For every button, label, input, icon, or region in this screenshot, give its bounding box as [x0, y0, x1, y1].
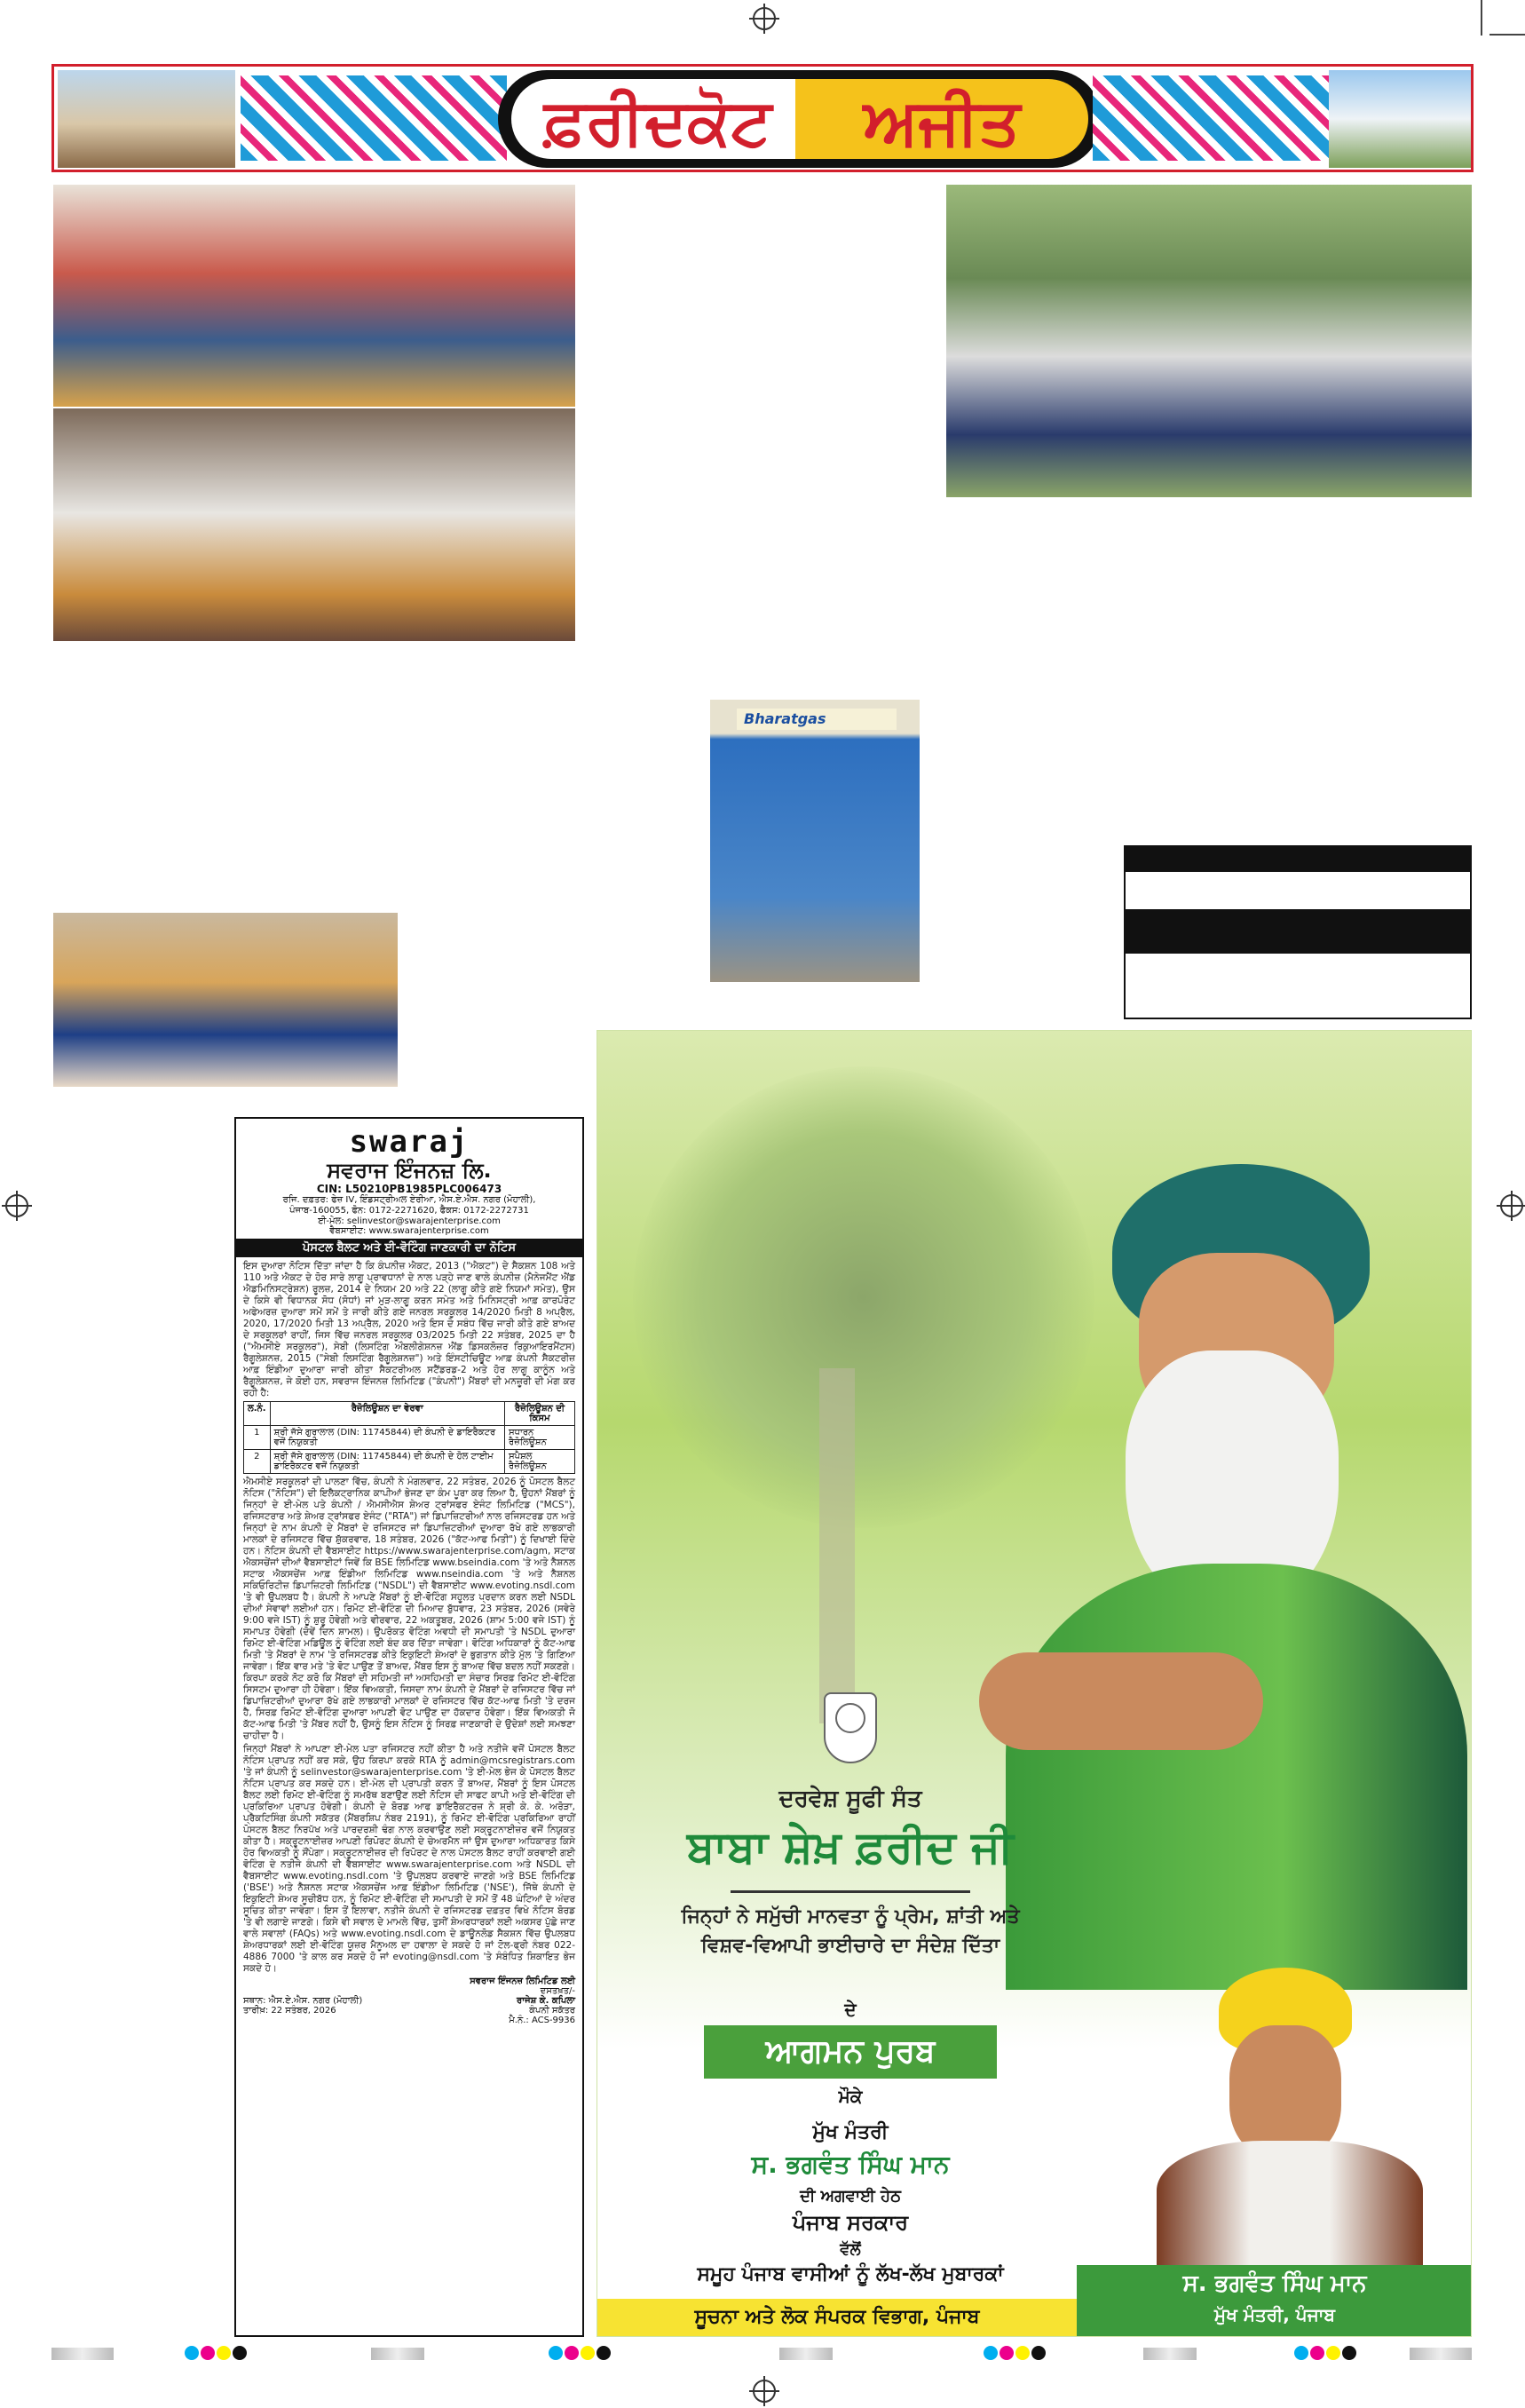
crop-mark-top-right-h — [1489, 34, 1525, 36]
grey-scale-strip — [1410, 2348, 1472, 2360]
ad-line-message-2: ਵਿਸ਼ਵ-ਵਿਆਪੀ ਭਾਈਚਾਰੇ ਦਾ ਸੰਦੇਸ਼ ਦਿੱਤਾ — [700, 1935, 1000, 1957]
notice-email: ਈ-ਮੇਲ: selinvestor@swarajenterprise.com — [318, 1216, 501, 1226]
ad-title-baba-sheikh-farid: ਬਾਬਾ ਸ਼ੇਖ਼ ਫ਼ਰੀਦ ਜੀ — [687, 1821, 1014, 1873]
ad-cm-name: ਸ. ਭਗਵੰਤ ਸਿੰਘ ਮਾਨ — [751, 2150, 950, 2179]
table-cell: ਸ਼੍ਰੀ ਜੱਸੇ ਗੁਰਾਲਾਲ (DIN: 11745844) ਦੀ ਕੰਪਨੀ ਦੇ ਡਾਇਰੈਕਟਰ ਵਜੋਂ ਨਿਯੁਕਤੀ — [270, 1426, 504, 1450]
crop-mark-top-right — [1481, 0, 1482, 36]
ad-footer-dept: ਸੂਚਨਾ ਅਤੇ ਲੋਕ ਸੰਪਰਕ ਵਿਭਾਗ, ਪੰਜਾਬ — [694, 2306, 980, 2328]
photo-cultural-event — [53, 185, 575, 407]
notice-para-1: ਇਸ ਦੁਆਰਾ ਨੋਟਿਸ ਦਿੱਤਾ ਜਾਂਦਾ ਹੈ ਕਿ ਕੰਪਨੀਜ਼ ਐਕਟ, 2013 ("ਐਕਟ") ਦੇ ਸੈਕਸ਼ਨ 108 ਅਤੇ 110 ਅਤੇ ਐਕਟ ਦੇ ਹੋਰ ਸਾਰੇ ਲਾਗੂ ਪ੍ਰਾਵਧਾਨਾਂ ਦੇ ਨਾਲ ਪੜ੍ਹੇ ਜਾਣ ਵਾਲੇ ਕੰਪਨੀਜ਼ (ਮੈਨੇਜਮੈਂਟ ਐਂਡ ਐਡਮਿਨਿਸਟ੍ਰੇਸ਼ਨ) ਰੂਲਜ਼, 2014 ਦੇ ਨਿਯਮ 20 ਅਤੇ 22 (ਲਾਗੂ ਕੀਤੇ ਗਏ ਨਿਯਮਾਂ ਸਮੇਤ), ਉਸ ਦੇ ਕਿਸੇ ਵੀ ਵਿਧਾਨਕ ਸੋਧ (ਸੋਧਾਂ) ਜਾਂ ਮੁੜ-ਲਾਗੂ ਕਰਨ ਸਮੇਤ ਅਤੇ ਮਿਨਿਸਟ੍ਰੀ ਆਫ਼ ਕਾਰਪੋਰੇਟ ਅਫੇਅਰਜ਼ ਦੁਆਰਾ ਸਮੇਂ ਸਮੇਂ ਤੇ ਜਾਰੀ ਕੀਤੇ ਗਏ ਜਨਰਲ ਸਰਕੂਲਰ 14/2020 ਮਿਤੀ 8 ਅਪ੍ਰੈਲ, 2020, 17/2020 ਮਿਤੀ 13 ਅਪ੍ਰੈਲ, 2020 ਅਤੇ ਇਸ ਦੇ ਸਬੰਧ ਵਿੱਚ ਜਾਰੀ ਕੀਤੇ ਗਏ ਬਾਅਦ ਦੇ ਸਰਕੂਲਰਾਂ ਰਾਹੀਂ, ਜਿਸ ਵਿੱਚ ਜਨਰਲ ਸਰਕੂਲਰ 03/2025 ਮਿਤੀ 22 ਸਤੰਬਰ, 2025 ਦਾ ਹੈ ("ਐਮਸੀਏ ਸਰਕੂਲਰ"), ਸੇਬੀ (ਲਿਸਟਿੰਗ ਔਬਲੀਗੇਸ਼ਨਜ਼ ਐਂਡ ਡਿਸਕਲੋਜ਼ਰ ਰਿਕੁਆਇਰਮੈਂਟਸ) ਰੈਗੂਲੇਸ਼ਨਜ਼, 2015 ("ਸੇਬੀ ਲਿਸਟਿੰਗ ਰੈਗੂਲੇਸ਼ਨਜ਼") ਅਤੇ ਇੰਸਟੀਚਿਊਟ ਆਫ਼ ਕੰਪਨੀ ਸੈਕਟਰੀਜ਼ ਆਫ਼ ਇੰਡੀਆ ਦੁਆਰਾ ਜਾਰੀ ਕੀਤਾ ਸੈਕਟਰੀਅਲ ਸਟੈਂਡਰਡ-2 ਅਤੇ ਹੋਰ ਲਾਗੂ ਕਾਨੂੰਨ ਅਤੇ ਰੈਗੂਲੇਸ਼ਨਜ਼, ਜੇ ਕੋਈ ਹਨ, ਸਵਰਾਜ ਇੰਜਨਜ਼ ਲਿਮਿਟਿਡ ("ਕੰਪਨੀ") ਮੈਂਬਰਾਂ ਦੀ ਮਨਜ਼ੂਰੀ ਦੀ ਮੰਗ ਕਰ ਰਹੀ ਹੈ: — [243, 1261, 575, 1398]
ad-greeting: ਸਮੂਹ ਪੰਜਾਬ ਵਾਸੀਆਂ ਨੂੰ ਲੱਖ-ਲੱਖ ਮੁਬਾਰਕਾਂ — [697, 2263, 1004, 2285]
grey-scale-strip — [779, 2348, 833, 2360]
ad-ribbon-aagman-purb: ਆਗਮਨ ਪੁਰਬ — [704, 2025, 997, 2079]
ad-tree-trunk — [819, 1368, 855, 1723]
photo-cricket-handshake — [946, 185, 1472, 497]
masthead-building-photo-left — [58, 70, 235, 168]
print-colour-bar — [51, 2344, 1472, 2365]
photo-gurdwara-devotees — [53, 913, 398, 1087]
masthead-pattern-left — [241, 75, 507, 161]
notice-cin: CIN: L50210PB1985PLC006473 — [316, 1183, 502, 1195]
notice-place: ਸਥਾਨ: ਐਸ.ਏ.ਐਸ. ਨਗਰ (ਮੋਹਾਲੀ) — [243, 1996, 363, 2006]
table-cell: 2 — [244, 1450, 271, 1474]
notice-logo: swaraj — [349, 1124, 470, 1160]
ad-line-valon: ਵੱਲੋਂ — [840, 2240, 861, 2259]
table-header-sno: ਲ.ਨੰ. — [244, 1402, 271, 1426]
grey-scale-strip — [1143, 2348, 1197, 2360]
table-cell: 1 — [244, 1426, 271, 1450]
ad-divider-ornament — [731, 1890, 970, 1893]
ad-line-darvesh: ਦਰਵੇਸ਼ ਸੂਫੀ ਸੰਤ — [778, 1786, 922, 1812]
notice-date: ਤਾਰੀਖ਼: 22 ਸਤੰਬਰ, 2026 — [243, 2006, 336, 2016]
notice-sign-name: ਰਾਜੇਸ਼ ਕੇ. ਕਪਿਲਾ — [517, 1996, 575, 2006]
notice-address: ਰਜਿ. ਦਫ਼ਤਰ: ਫੇਜ਼ IV, ਇੰਡਸਟ੍ਰੀਅਲ ਏਰੀਆ, ਐਸ.ਏ.ਐਸ. ਨਗਰ (ਮੋਹਾਲੀ), ਪੰਜਾਬ-160055, ਫੋਨ: 0172-2271620, ਫੈਕਸ: 0172-2272731 — [282, 1195, 536, 1216]
cmyk-swatches — [1294, 2346, 1358, 2364]
ad-tree-illustration — [633, 1066, 1094, 1528]
table-cell: ਸ਼੍ਰੀ ਜੱਸੇ ਗੁਰਾਲਾਲ (DIN: 11745844) ਦੀ ਕੰਪਨੀ ਦੇ ਹੋਲ ਟਾਈਮ ਡਾਇਰੈਕਟਰ ਵਜੋਂ ਨਿਯੁਕਤੀ — [270, 1450, 504, 1474]
grey-scale-strip — [51, 2348, 114, 2360]
government-advertisement — [597, 1030, 1472, 2337]
registration-mark-right — [1500, 1194, 1523, 1217]
ad-line-mauke: ਮੌਕੇ — [838, 2086, 863, 2107]
table-row — [244, 1426, 575, 1450]
resolution-table — [243, 1401, 575, 1474]
notice-website: ਵੈਬਸਾਈਟ: www.swarajenterprise.com — [329, 1226, 489, 1236]
blank-box — [1124, 845, 1472, 1019]
notice-para-3: ਜਿਨ੍ਹਾਂ ਮੈਂਬਰਾਂ ਨੇ ਆਪਣਾ ਈ-ਮੇਲ ਪਤਾ ਰਜਿਸਟਰ ਨਹੀਂ ਕੀਤਾ ਹੈ ਅਤੇ ਨਤੀਜੇ ਵਜੋਂ ਪੋਸਟਲ ਬੈਲਟ ਨੋਟਿਸ ਪ੍ਰਾਪਤ ਨਹੀਂ ਕਰ ਸਕੇ, ਉਹ ਕਿਰਪਾ ਕਰਕੇ RTA ਨੂੰ admin@mcsregistrars.com 'ਤੇ ਜਾਂ ਕੰਪਨੀ ਨੂੰ selinvestor@swarajenterprise.com 'ਤੇ ਈ-ਮੇਲ ਭੇਜ ਕੇ ਪੋਸਟਲ ਬੈਲਟ ਨੋਟਿਸ ਪ੍ਰਾਪਤ ਕਰ ਸਕਦੇ ਹਨ। ਈ-ਮੇਲ ਦੀ ਪ੍ਰਾਪਤੀ ਕਰਨ ਤੋਂ ਬਾਅਦ, ਮੈਂਬਰਾਂ ਨੂੰ ਇਸ ਪੋਸਟਲ ਬੈਲਟ ਲਈ ਰਿਮੋਟ ਈ-ਵੋਟਿੰਗ ਨੂੰ ਸਮਰੱਥ ਬਣਾਉਣ ਲਈ ਨੋਟਿਸ ਦੀ ਸਾਫਟ ਕਾਪੀ ਅਤੇ ਈ-ਵੋਟਿੰਗ ਦੀ ਪ੍ਰਕਿਰਿਆ ਪ੍ਰਾਪਤ ਹੋਵੇਗੀ। ਕੰਪਨੀ ਦੇ ਬੋਰਡ ਆਫ ਡਾਇਰੈਕਟਰਜ਼ ਨੇ ਸ਼੍ਰੀ ਕੇ. ਕੇ. ਅਰੋੜਾ, ਪ੍ਰੈਕਟਿਸਿੰਗ ਕੰਪਨੀ ਸਕੱਤਰ (ਮੈਂਬਰਸ਼ਿਪ ਨੰਬਰ 2191), ਨੂੰ ਰਿਮੋਟ ਈ-ਵੋਟਿੰਗ ਪ੍ਰਕਿਰਿਆ ਰਾਹੀਂ ਪੋਸਟਲ ਬੈਲਟ ਨਿਰਪੱਖ ਅਤੇ ਪਾਰਦਰਸ਼ੀ ਢੰਗ ਨਾਲ ਕਰਵਾਉਣ ਲਈ ਸਕ੍ਰੂਟਨਾਈਜ਼ਰ ਵਜੋਂ ਨਿਯੁਕਤ ਕੀਤਾ ਹੈ। ਸਕ੍ਰੂਟਨਾਈਜ਼ਰ ਆਪਣੀ ਰਿਪੋਰਟ ਕੰਪਨੀ ਦੇ ਚੇਅਰਮੈਨ ਜਾਂ ਉਸ ਦੁਆਰਾ ਅਧਿਕਾਰਤ ਕਿਸੇ ਹੋਰ ਵਿਅਕਤੀ ਨੂੰ ਸੌਂਪੇਗਾ। ਸਕ੍ਰੂਟਨਾਈਜ਼ਰ ਦੀ ਰਿਪੋਰਟ ਦੇ ਨਾਲ ਪੋਸਟਲ ਬੈਲਟ ਰਾਹੀਂ ਕਰਵਾਈ ਗਈ ਵੋਟਿੰਗ ਦੇ ਨਤੀਜੇ ਕੰਪਨੀ ਦੀ ਵੈਬਸਾਈਟ www.swarajenterprise.com ਅਤੇ NSDL ਦੀ ਵੈਬਸਾਈਟ www.evoting.nsdl.com 'ਤੇ ਉਪਲਬਧ ਕਰਵਾਏ ਜਾਣਗੇ ਅਤੇ BSE ਲਿਮਿਟਿਡ ('BSE') ਅਤੇ ਨੈਸ਼ਨਲ ਸਟਾਕ ਐਕਸਚੇਂਜ ਆਫ਼ ਇੰਡੀਆ ਲਿਮਿਟਿਡ ('NSE'), ਜਿੱਥੇ ਕੰਪਨੀ ਦੇ ਇਕੁਇਟੀ ਸ਼ੇਅਰ ਸੂਚੀਬੱਧ ਹਨ, ਨੂੰ ਰਿਮੋਟ ਈ-ਵੋਟਿੰਗ ਦੀ ਸਮਾਪਤੀ ਦੇ ਸਮੇਂ ਤੋਂ 48 ਘੰਟਿਆਂ ਦੇ ਅੰਦਰ ਸੂਚਿਤ ਕੀਤਾ ਜਾਵੇਗਾ। ਇਸ ਤੋਂ ਇਲਾਵਾ, ਨਤੀਜੇ ਕੰਪਨੀ ਦੇ ਰਜਿਸਟਰਡ ਦਫ਼ਤਰ ਵਿਖੇ ਨੋਟਿਸ ਬੋਰਡ 'ਤੇ ਵੀ ਲਗਾਏ ਜਾਣਗੇ। ਕਿਸੇ ਵੀ ਸਵਾਲ ਦੇ ਮਾਮਲੇ ਵਿੱਚ, ਤੁਸੀਂ ਸ਼ੇਅਰਧਾਰਕਾਂ ਲਈ ਅਕਸਰ ਪੁੱਛੇ ਜਾਣ ਵਾਲੇ ਸਵਾਲਾਂ (FAQs) ਅਤੇ www.evoting.nsdl.com ਦੇ ਡਾਊਨਲੋਡ ਸੈਕਸ਼ਨ ਵਿੱਚ ਉਪਲਬਧ ਸ਼ੇਅਰਧਾਰਕਾਂ ਲਈ ਈ-ਵੋਟਿੰਗ ਯੂਜ਼ਰ ਮੈਨੂਅਲ ਦਾ ਹਵਾਲਾ ਦੇ ਸਕਦੇ ਹੋ ਜਾਂ ਟੋਲ-ਫ੍ਰੀ ਨੰਬਰ 022-4886 7000 'ਤੇ ਕਾਲ ਕਰ ਸਕਦੇ ਹੋ ਜਾਂ evoting@nsdl.com 'ਤੇ ਸੰਬੰਧਿਤ ਸ਼ਿਕਾਇਤ ਭੇਜ ਸਕਦੇ ਹੋ। — [243, 1744, 575, 1974]
punjab-emblem-icon — [824, 1692, 877, 1763]
notice-company-name: ਸਵਰਾਜ ਇੰਜਨਜ਼ ਲਿ. — [327, 1158, 492, 1183]
ad-line-message-1: ਜਿਨ੍ਹਾਂ ਨੇ ਸਮੁੱਚੀ ਮਾਨਵਤਾ ਨੂੰ ਪ੍ਰੇਮ, ਸ਼ਾਂਤੀ ਅਤੇ — [681, 1905, 1020, 1928]
blank-box-black-bar-2 — [1126, 909, 1470, 954]
notice-membership: ਮੈ.ਨੰ.: ACS-9936 — [509, 2016, 575, 2025]
ad-cm-face — [1229, 2025, 1341, 2158]
notice-heading: ਪੋਸਟਲ ਬੈਲਟ ਅਤੇ ਈ-ਵੋਟਿੰਗ ਜਾਣਕਾਰੀ ਦਾ ਨੋਟਿਸ — [236, 1239, 582, 1257]
table-header-description: ਰੈਜ਼ੋਲਿਊਸ਼ਨ ਦਾ ਵੇਰਵਾ — [270, 1402, 504, 1426]
blank-box-black-bar-1 — [1126, 847, 1470, 872]
notice-sign-for: ਸਵਰਾਜ ਇੰਜਨਜ਼ ਲਿਮਿਟਿਡ ਲਈ — [470, 1976, 575, 1986]
table-cell: ਸਪੈਸ਼ਲ ਰੈਜ਼ੋਲਿਊਸ਼ਨ — [505, 1450, 575, 1474]
masthead-title-right: ਅਜੀਤ — [863, 84, 1021, 159]
cmyk-swatches — [549, 2346, 612, 2364]
ad-footer-cm-name: ਸ. ਭਗਵੰਤ ਸਿੰਘ ਮਾਨ — [1182, 2270, 1367, 2297]
grey-scale-strip — [371, 2348, 424, 2360]
masthead-pattern-right — [1093, 75, 1359, 161]
public-notice — [234, 1117, 584, 2337]
masthead-building-photo-right — [1329, 70, 1471, 168]
ad-footer-cm-title: ਮੁੱਖ ਮੰਤਰੀ, ਪੰਜਾਬ — [1214, 2304, 1335, 2325]
registration-mark-bottom — [753, 2380, 776, 2403]
photo-gas-agency-shop — [710, 700, 920, 982]
masthead — [51, 64, 1474, 172]
ad-line-agvai: ਦੀ ਅਗਵਾਈ ਹੇਠ — [800, 2187, 901, 2206]
notice-para-2: ਐਮਸੀਏ ਸਰਕੂਲਰਾਂ ਦੀ ਪਾਲਣਾ ਵਿੱਚ, ਕੰਪਨੀ ਨੇ ਮੰਗਲਵਾਰ, 22 ਸਤੰਬਰ, 2026 ਨੂੰ ਪੋਸਟਲ ਬੈਲਟ ਨੋਟਿਸ ("ਨੋਟਿਸ") ਦੀ ਇਲੈਕਟ੍ਰਾਨਿਕ ਕਾਪੀਆਂ ਭੇਜਣ ਦਾ ਕੰਮ ਪੂਰਾ ਕਰ ਲਿਆ ਹੈ, ਉਹਨਾਂ ਮੈਂਬਰਾਂ ਨੂੰ ਜਿਨ੍ਹਾਂ ਦੇ ਈ-ਮੇਲ ਪਤੇ ਕੰਪਨੀ / ਐਮਸੀਐਸ ਸ਼ੇਅਰ ਟ੍ਰਾਂਸਫਰ ਏਜੰਟ ਲਿਮਿਟਿਡ ("MCS"), ਰਜਿਸਟਰਾਰ ਅਤੇ ਸ਼ੇਅਰ ਟ੍ਰਾਂਸਫਰ ਏਜੰਟ ("RTA") ਜਾਂ ਡਿਪਾਜ਼ਿਟਰੀਆਂ ਨਾਲ ਰਜਿਸਟਰਡ ਹਨ ਅਤੇ ਜਿਨ੍ਹਾਂ ਦੇ ਨਾਮ ਕੰਪਨੀ ਦੇ ਮੈਂਬਰਾਂ ਦੇ ਰਜਿਸਟਰ ਜਾਂ ਡਿਪਾਜ਼ਿਟਰੀਆਂ ਦੁਆਰਾ ਰੱਖੇ ਗਏ ਲਾਭਕਾਰੀ ਮਾਲਕਾਂ ਦੇ ਰਜਿਸਟਰ ਵਿੱਚ ਸ਼ੁੱਕਰਵਾਰ, 18 ਸਤੰਬਰ, 2026 ("ਕੱਟ-ਆਫ ਮਿਤੀ") ਨੂੰ ਦਿਖਾਈ ਦਿੰਦੇ ਹਨ। ਨੋਟਿਸ ਕੰਪਨੀ ਦੀ ਵੈਬਸਾਈਟ https://www.swarajenterprise.com/agm, ਸਟਾਕ ਐਕਸਚੇਂਜਾਂ ਦੀਆਂ ਵੈਬਸਾਈਟਾਂ ਜਿਵੇਂ ਕਿ BSE ਲਿਮਿਟਿਡ www.bseindia.com 'ਤੇ ਅਤੇ ਨੈਸ਼ਨਲ ਸਟਾਕ ਐਕਸਚੇਂਜ ਆਫ਼ ਇੰਡੀਆ ਲਿਮਿਟਿਡ www.nseindia.com 'ਤੇ ਅਤੇ ਨੈਸ਼ਨਲ ਸਕਿਓਰਿਟੀਜ਼ ਡਿਪਾਜ਼ਿਟਰੀ ਲਿਮਿਟਿਡ ("NSDL") ਦੀ ਵੈਬਸਾਈਟ www.evoting.nsdl.com 'ਤੇ ਵੀ ਉਪਲਬਧ ਹੈ। ਕੰਪਨੀ ਨੇ ਆਪਣੇ ਮੈਂਬਰਾਂ ਨੂੰ ਈ-ਵੋਟਿੰਗ ਸਹੂਲਤ ਪ੍ਰਦਾਨ ਕਰਨ ਲਈ NSDL ਦੀਆਂ ਸੇਵਾਵਾਂ ਲਈਆਂ ਹਨ। ਰਿਮੋਟ ਈ-ਵੋਟਿੰਗ ਦੀ ਮਿਆਦ ਬੁੱਧਵਾਰ, 23 ਸਤੰਬਰ, 2026 (ਸਵੇਰੇ 9:00 ਵਜੇ IST) ਨੂੰ ਸ਼ੁਰੂ ਹੋਵੇਗੀ ਅਤੇ ਵੀਰਵਾਰ, 22 ਅਕਤੂਬਰ, 2026 (ਸ਼ਾਮ 5:00 ਵਜੇ IST) ਨੂੰ ਸਮਾਪਤ ਹੋਵੇਗੀ (ਦੋਵੇਂ ਦਿਨ ਸ਼ਾਮਲ)। ਉਪਰੋਕਤ ਵੋਟਿੰਗ ਅਵਧੀ ਦੀ ਸਮਾਪਤੀ 'ਤੇ NSDL ਦੁਆਰਾ ਰਿਮੋਟ ਈ-ਵੋਟਿੰਗ ਮਡਿਊਲ ਨੂੰ ਵੋਟਿੰਗ ਲਈ ਬੰਦ ਕਰ ਦਿੱਤਾ ਜਾਵੇਗਾ। ਵੋਟਿੰਗ ਅਧਿਕਾਰਾਂ ਨੂੰ ਕੱਟ-ਆਫ ਮਿਤੀ 'ਤੇ ਮੈਂਬਰਾਂ ਦੇ ਨਾਮ 'ਤੇ ਰਜਿਸਟਰਡ ਕੀਤੇ ਇਕੁਇਟੀ ਸ਼ੇਅਰਾਂ ਦੇ ਭੁਗਤਾਨ ਕੀਤੇ ਮੁੱਲ 'ਤੇ ਗਿਣਿਆ ਜਾਵੇਗਾ। ਇੱਕ ਵਾਰ ਮਤੇ 'ਤੇ ਵੋਟ ਪਾਉਣ ਤੋਂ ਬਾਅਦ, ਮੈਂਬਰ ਇਸ ਨੂੰ ਬਾਅਦ ਵਿੱਚ ਬਦਲ ਨਹੀਂ ਸਕਣਗੇ। ਕਿਰਪਾ ਕਰਕੇ ਨੋਟ ਕਰੋ ਕਿ ਮੈਂਬਰਾਂ ਦੀ ਸਹਿਮਤੀ ਜਾਂ ਅਸਹਿਮਤੀ ਦਾ ਸੰਚਾਰ ਸਿਰਫ਼ ਰਿਮੋਟ ਈ-ਵੋਟਿੰਗ ਸਿਸਟਮ ਦੁਆਰਾ ਹੀ ਹੋਵੇਗਾ। ਇੱਕ ਵਿਅਕਤੀ, ਜਿਸਦਾ ਨਾਮ ਕੰਪਨੀ ਦੇ ਮੈਂਬਰਾਂ ਦੇ ਰਜਿਸਟਰ ਵਿੱਚ ਜਾਂ ਡਿਪਾਜ਼ਿਟਰੀਆਂ ਦੁਆਰਾ ਰੱਖੇ ਗਏ ਲਾਭਕਾਰੀ ਮਾਲਕਾਂ ਦੇ ਰਜਿਸਟਰ ਵਿੱਚ ਕੱਟ-ਆਫ ਮਿਤੀ 'ਤੇ ਦਰਜ ਹੈ, ਸਿਰਫ਼ ਰਿਮੋਟ ਈ-ਵੋਟਿੰਗ ਦੁਆਰਾ ਆਪਣੀ ਵੋਟ ਪਾਉਣ ਦਾ ਹੱਕਦਾਰ ਹੋਵੇਗਾ। ਇੱਕ ਵਿਅਕਤੀ ਜੋ ਕੱਟ-ਆਫ ਮਿਤੀ 'ਤੇ ਮੈਂਬਰ ਨਹੀਂ ਹੈ, ਉਸਨੂੰ ਇਸ ਨੋਟਿਸ ਨੂੰ ਸਿਰਫ਼ ਜਾਣਕਾਰੀ ਦੇ ਉਦੇਸ਼ਾਂ ਲਈ ਸਮਝਣਾ ਚਾਹੀਦਾ ਹੈ। — [243, 1477, 575, 1741]
notice-sign-title: ਕੰਪਨੀ ਸਕੱਤਰ — [529, 2006, 575, 2016]
cmyk-swatches — [984, 2346, 1047, 2364]
table-header-type: ਰੈਜ਼ੋਲਿਊਸ਼ਨ ਦੀ ਕਿਸਮ — [505, 1402, 575, 1426]
cmyk-swatches — [185, 2346, 249, 2364]
registration-mark-top — [753, 7, 776, 30]
photo-felicitation-event — [53, 408, 575, 641]
notice-sign-sig: ਦਸਤਖ਼ਤ/- — [540, 1986, 575, 1996]
ad-cm-label: ਮੁੱਖ ਮੰਤਰੀ — [812, 2121, 889, 2143]
registration-mark-left — [5, 1194, 28, 1217]
masthead-title-left: ਫ਼ਰੀਦਕੋਟ — [543, 84, 772, 159]
ad-saint-hands — [979, 1652, 1263, 1750]
ad-cm-vest — [1157, 2141, 1423, 2265]
table-cell: ਸਧਾਰਨ ਰੈਜ਼ੋਲਿਊਸ਼ਨ — [505, 1426, 575, 1450]
ad-line-govt: ਪੰਜਾਬ ਸਰਕਾਰ — [792, 2210, 909, 2235]
ad-line-de: ਦੇ — [844, 1999, 857, 2020]
table-row — [244, 1450, 575, 1474]
shop-sign: Bharatgas — [737, 709, 897, 730]
